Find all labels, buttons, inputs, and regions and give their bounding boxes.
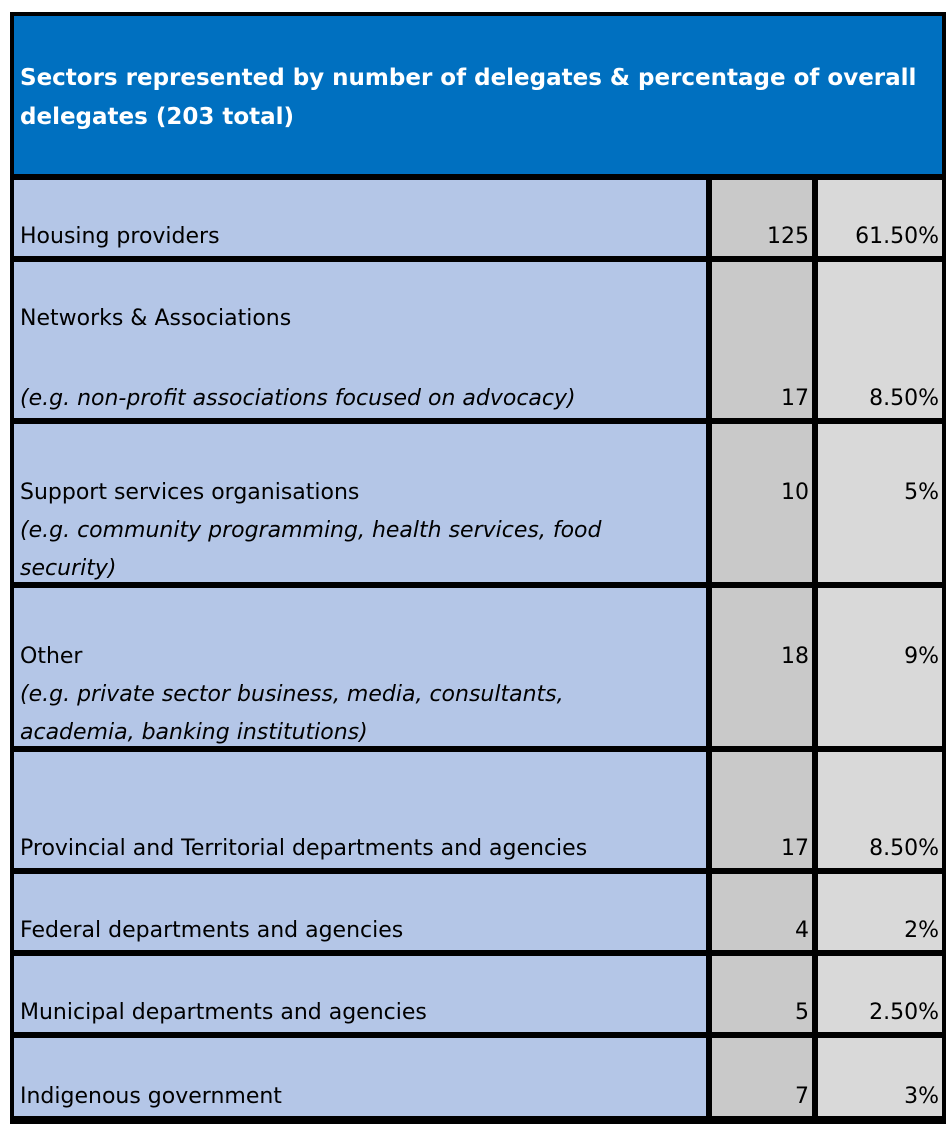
sector-name: Indigenous government [20,1084,282,1109]
sector-label-cell [14,424,706,582]
delegate-percent-cell: 61.50% [818,180,942,256]
sector-name: Networks & Associations [20,306,292,331]
delegates-table [10,12,946,1124]
delegate-percent-cell: 2.50% [818,956,942,1032]
delegate-count-cell: 17 [712,752,812,868]
delegate-percent-cell: 2% [818,874,942,950]
delegate-percent-cell: 9% [818,588,942,746]
sector-label-cell [14,180,706,256]
sector-label-cell [14,262,706,418]
delegate-count-cell: 125 [712,180,812,256]
sector-name: Housing providers [20,224,220,249]
delegate-count-cell: 17 [712,262,812,418]
delegate-percent-cell: 5% [818,424,942,582]
sector-label-cell [14,874,706,950]
sector-label-cell [14,956,706,1032]
sector-example: (e.g. non-profit associations focused on advocacy) [20,386,576,411]
sector-label-cell [14,1038,706,1116]
sector-example: (e.g. community programming, health services, food security) [20,518,602,581]
delegate-count-cell: 4 [712,874,812,950]
delegate-count-cell: 18 [712,588,812,746]
sector-name: Other [20,644,83,669]
delegate-count-cell: 10 [712,424,812,582]
table-title: Sectors represented by number of delegates & percentage of overall delegates (203 total) [14,16,942,174]
sector-name: Federal departments and agencies [20,918,404,943]
sector-label-cell [14,588,706,746]
sector-name: Municipal departments and agencies [20,1000,427,1025]
delegate-percent-cell: 8.50% [818,262,942,418]
delegate-percent-cell: 3% [818,1038,942,1116]
delegate-count-cell: 5 [712,956,812,1032]
sector-name: Support services organisations [20,480,360,505]
delegate-percent-cell: 8.50% [818,752,942,868]
sector-name: Provincial and Territorial departments and agencies [20,836,588,861]
sector-example: (e.g. private sector business, media, consultants, academia, banking institutions) [20,682,564,745]
delegate-count-cell: 7 [712,1038,812,1116]
sector-label-cell [14,752,706,868]
